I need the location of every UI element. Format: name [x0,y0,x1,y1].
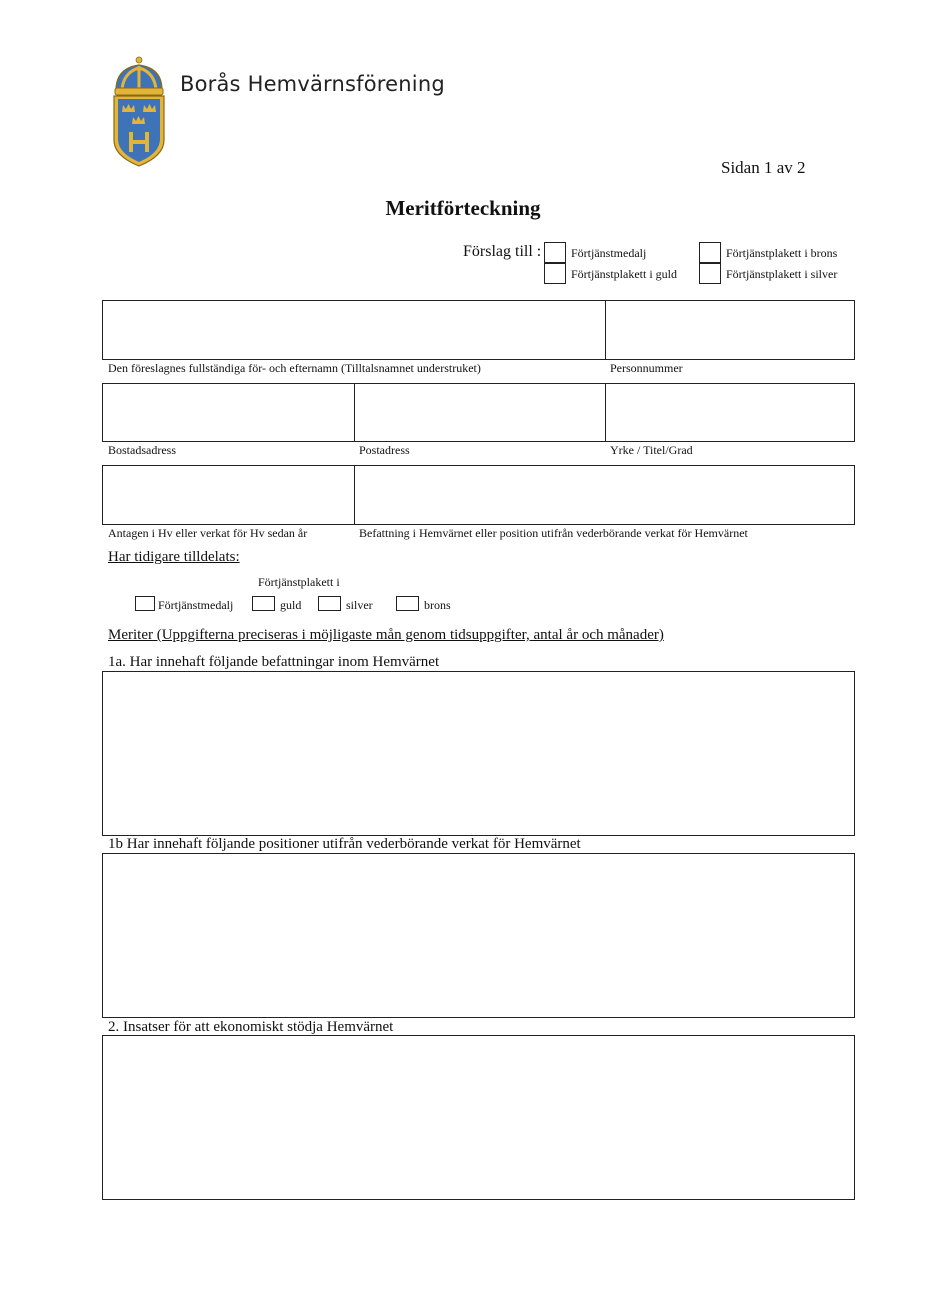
previous-checkbox-bronze[interactable] [396,596,419,611]
previous-checkbox-gold[interactable] [252,596,275,611]
proposal-option-bronze: Förtjänstplakett i brons [726,246,838,260]
section-2-field[interactable] [102,1035,855,1200]
previous-checkbox-medal[interactable] [135,596,155,611]
plaque-heading: Förtjänstplakett i [258,575,340,589]
full-name-field[interactable] [103,301,605,359]
section-1b-heading: 1b Har innehaft följande positioner utifrån vederbörande verkat för Hemvärnet [108,836,581,852]
admitted-caption: Antagen i Hv eller verkat för Hv sedan år [108,526,308,540]
merits-heading: Meriter (Uppgifterna preciseras i möjligaste mån genom tidsuppgifter, antal år och månader) [108,627,664,643]
page-indicator: Sidan 1 av 2 [721,158,806,177]
proposal-option-silver: Förtjänstplakett i silver [726,267,838,281]
position-caption: Befattning i Hemvärnet eller position utifrån vederbörande verkat för Hemvärnet [359,526,748,540]
address-caption: Bostadsadress [108,443,176,457]
position-field[interactable] [354,466,854,524]
proposal-checkbox-gold[interactable] [544,263,566,284]
proposal-label: Förslag till : [463,243,542,260]
proposal-checkbox-silver[interactable] [699,263,721,284]
previous-option-bronze: brons [424,598,451,612]
previous-option-medal: Förtjänstmedalj [158,598,234,612]
previous-option-gold: guld [280,598,302,612]
proposal-checkbox-medal[interactable] [544,242,566,263]
section-1b-field[interactable] [102,853,855,1018]
section-1a-heading: 1a. Har innehaft följande befattningar inom Hemvärnet [108,654,440,670]
organization-logo [108,56,170,170]
organization-name: Borås Hemvärnsförening [180,72,445,96]
row-admitted-position [102,465,855,525]
previous-awards-heading: Har tidigare tilldelats: [108,549,240,565]
section-2-heading: 2. Insatser för att ekonomiskt stödja Hemvärnet [108,1019,394,1035]
previous-option-silver: silver [346,598,373,612]
page-title: Meritförteckning [385,196,541,220]
full-name-caption: Den föreslagnes fullständiga för- och efternamn (Tilltalsnamnet understruket) [108,361,481,375]
postal-address-caption: Postadress [359,443,410,457]
proposal-option-gold: Förtjänstplakett i guld [571,267,677,281]
personal-number-caption: Personnummer [610,361,683,375]
address-field[interactable] [103,384,354,441]
row-name-personnummer [102,300,855,360]
proposal-checkbox-bronze[interactable] [699,242,721,263]
personal-number-field[interactable] [605,301,854,359]
section-1a-field[interactable] [102,671,855,836]
proposal-option-medal: Förtjänstmedalj [571,246,647,260]
occupation-field[interactable] [605,384,854,441]
occupation-caption: Yrke / Titel/Grad [610,443,693,457]
row-address [102,383,855,442]
postal-address-field[interactable] [354,384,606,441]
admitted-field[interactable] [103,466,354,524]
previous-checkbox-silver[interactable] [318,596,341,611]
coat-of-arms-icon [108,56,170,170]
